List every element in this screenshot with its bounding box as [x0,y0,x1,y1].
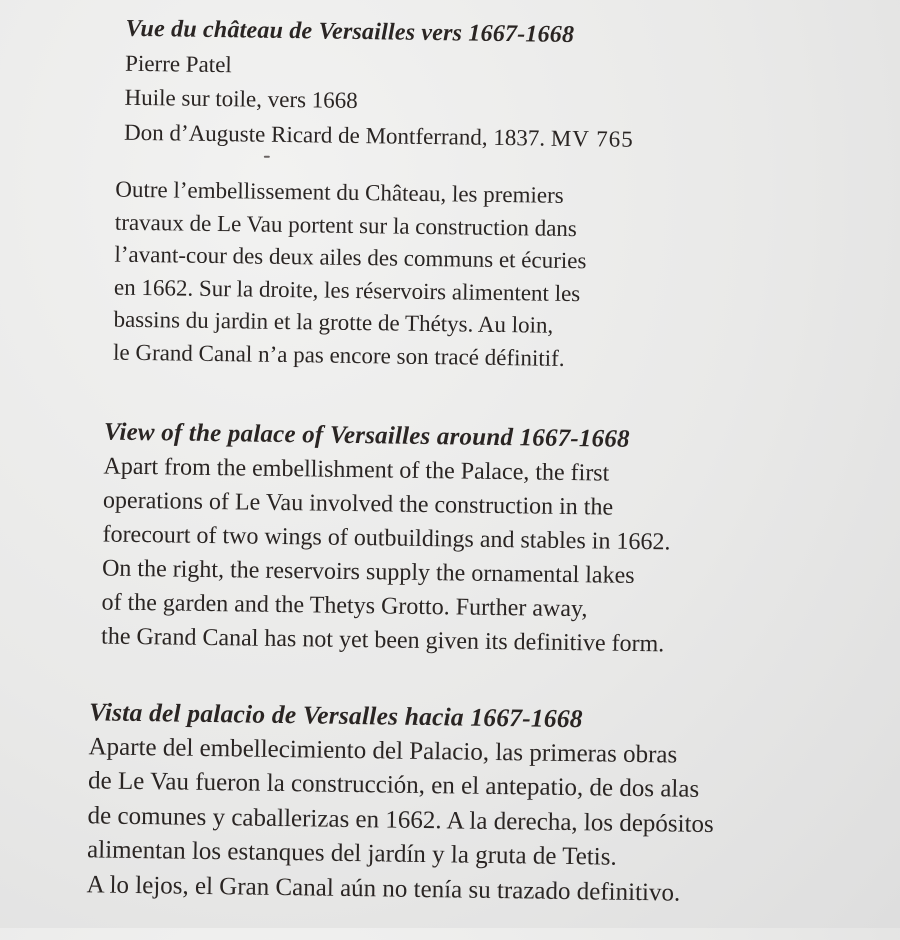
french-body-line: en 1662. Sur la droite, les réservoirs alimentent les [113,274,581,306]
spanish-body-line: alimentan los estanques del jardín y la gruta de Tetis. [86,836,617,871]
french-body-line: travaux de Le Vau portent sur la construction dans [114,209,578,241]
provenance-line [124,115,634,157]
french-header [124,12,635,157]
english-body-line: On the right, the reservoirs supply the ornamental lakes [101,555,635,589]
english-body-line: Apart from the embellishment of the Palace, the first [103,453,610,487]
spanish-body-line: de Le Vau fueron la construcción, en el antepatio, de dos alas [87,767,700,803]
spanish-title: Vista del palacio de Versalles hacia 1667-1668 [88,697,583,734]
french-body-line: le Grand Canal n’a pas encore son tracé définitif. [112,339,565,371]
french-description [113,174,588,376]
english-section [101,415,672,661]
french-title: Vue du château de Versailles vers 1667-1668 [125,15,575,49]
spanish-section [86,695,715,911]
english-body-line: forecourt of two wings of outbuildings and stables in 1662. [102,521,671,556]
french-body-line: l’avant-cour des deux ailes des communs et écuries [114,241,587,274]
english-body-line: the Grand Canal has not yet been given its definitive form. [100,623,665,658]
english-body-line: operations of Le Vau involved the construction in the [102,487,614,521]
medium-line: Huile sur toile, vers 1668 [124,84,358,114]
spanish-body-line: A lo lejos, el Gran Canal aún no tenía su trazado definitivo. [86,870,681,907]
separator-mark [264,156,270,158]
spanish-body-line: de comunes y caballerizas en 1662. A la derecha, los depósitos [87,801,714,838]
spanish-body-line: Aparte del embellecimiento del Palacio, las primeras obras [88,732,678,769]
french-body-line: bassins du jardin et la grotte de Thétys. Au loin, [113,306,554,338]
french-body-line: Outre l’embellissement du Château, les premiers [115,176,564,208]
artist-name: Pierre Patel [124,50,232,77]
english-body-line: of the garden and the Thetys Grotto. Further away, [101,589,588,623]
inventory-number: MV 765 [550,125,634,152]
provenance-text: Don d’Auguste Ricard de Montferrand, 1837. [123,119,546,151]
english-title: View of the palace of Versailles around 1667-1668 [103,418,630,453]
